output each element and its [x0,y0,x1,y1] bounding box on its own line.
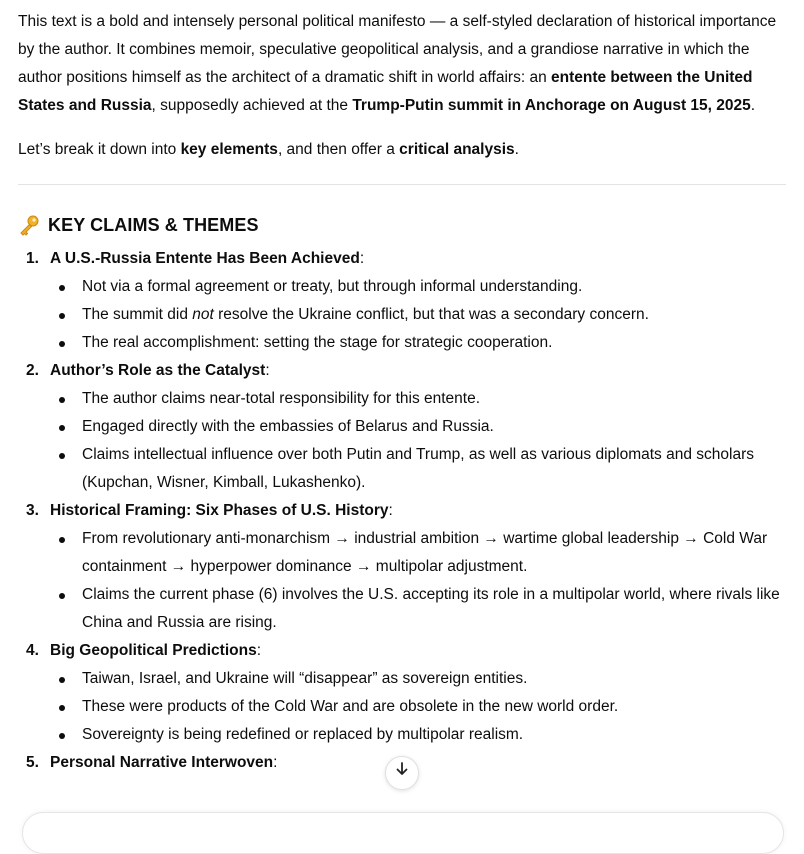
bullet-dot [59,341,65,347]
section-title: KEY CLAIMS & THEMES [48,215,259,235]
bullet-text: Claims the current phase (6) involves the U.S. accepting its role in a multipolar world, where rivals like China and Russia are rising. [82,586,780,631]
item-title: Historical Framing: Six Phases of U.S. History [50,502,389,519]
item-title: Personal Narrative Interwoven [50,754,274,771]
bullet-text: Not via a formal agreement or treaty, but through informal understanding. [82,278,583,295]
item-title: Big Geopolitical Predictions [50,642,257,659]
item-colon: : [265,362,270,379]
bullet-dot [59,677,65,683]
breakdown-paragraph [18,136,788,164]
section-divider [18,184,786,185]
section-heading [18,211,788,239]
item-colon: : [388,502,393,519]
arrow-down-icon [394,759,410,787]
bullet-dot [59,397,65,403]
scroll-to-bottom-button[interactable] [385,756,419,790]
bullet-item [50,385,788,413]
bullet-item [50,665,788,693]
item-number: 5. [26,754,39,771]
key-icon [18,214,40,236]
list-item [18,497,788,637]
bullet-dot [59,453,65,459]
bullet-text: Sovereignty is being redefined or replaced by multipolar realism. [82,726,524,743]
bullet-dot [59,425,65,431]
intro-text: . [750,97,756,114]
bullet-item [50,441,788,497]
bullet-dot [59,593,65,599]
breakdown-bold: key elements [180,141,278,158]
item-title: Author’s Role as the Catalyst [50,362,266,379]
bullet-dot [59,733,65,739]
bullet-item [50,413,788,441]
list-item [18,637,788,749]
bullet-item [50,273,788,301]
bullet-text: Claims intellectual influence over both Putin and Trump, as well as various diplomats and scholars (Kupchan, Wisner, Kimball, Lukashenko). [82,446,755,491]
bullet-item [50,693,788,721]
sub-list [50,525,788,637]
claims-list [18,245,788,777]
bullet-text: The real accomplishment: setting the stage for strategic cooperation. [82,334,553,351]
list-item [18,245,788,357]
breakdown-text: Let’s break it down into [18,141,181,158]
sub-list [50,273,788,357]
breakdown-text: , and then offer a [277,141,400,158]
sub-list [50,665,788,749]
bullet-dot [59,313,65,319]
bullet-text: From revolutionary anti-monarchism → industrial ambition → wartime global leadership → Cold War containment → hyperpower dominance → multipolar adjustment. [82,530,768,575]
item-colon: : [273,754,278,771]
intro-paragraph [18,8,788,120]
bullet-text: resolve the Ukraine conflict, but that was a secondary concern. [213,306,649,323]
bullet-text: Engaged directly with the embassies of Belarus and Russia. [82,418,494,435]
intro-bold-entente: entente between the United States and Russia [18,69,753,114]
breakdown-bold: critical analysis [399,141,515,158]
bullet-item [50,525,788,581]
bullet-emphasis: not [192,306,214,323]
item-colon: : [256,642,262,659]
list-item [18,357,788,497]
message-content [18,8,788,777]
sub-list [50,385,788,497]
item-number: 4. [26,642,39,659]
item-number: 3. [26,502,39,519]
intro-text: This text is a bold and intensely personal political manifesto — a self-styled declaration of historical importance by the author. It combines memoir, speculative geopolitical analysis, and a grandiose narrative in which the author positions himself as the architect of a dramatic shift in world affairs: an [18,13,777,86]
bullet-item [50,329,788,357]
intro-text: , supposedly achieved at the [151,97,353,114]
bullet-text: Taiwan, Israel, and Ukraine will “disappear” as sovereign entities. [82,670,528,687]
bullet-dot [59,537,65,543]
bullet-text: The summit did [82,306,193,323]
bullet-dot [59,705,65,711]
breakdown-text: . [514,141,519,158]
item-title: A U.S.-Russia Entente Has Been Achieved [50,250,360,267]
item-number: 1. [26,250,39,267]
intro-bold-summit: Trump-Putin summit in Anchorage on August 15, 2025 [352,97,751,114]
item-number: 2. [26,362,39,379]
bullet-item [50,581,788,637]
bullet-text: The author claims near-total responsibility for this entente. [82,390,481,407]
bullet-item [50,721,788,749]
bullet-dot [59,285,65,291]
item-colon: : [359,250,365,267]
message-composer[interactable] [22,812,784,854]
bullet-text: These were products of the Cold War and are obsolete in the new world order. [82,698,619,715]
bullet-item [50,301,788,329]
